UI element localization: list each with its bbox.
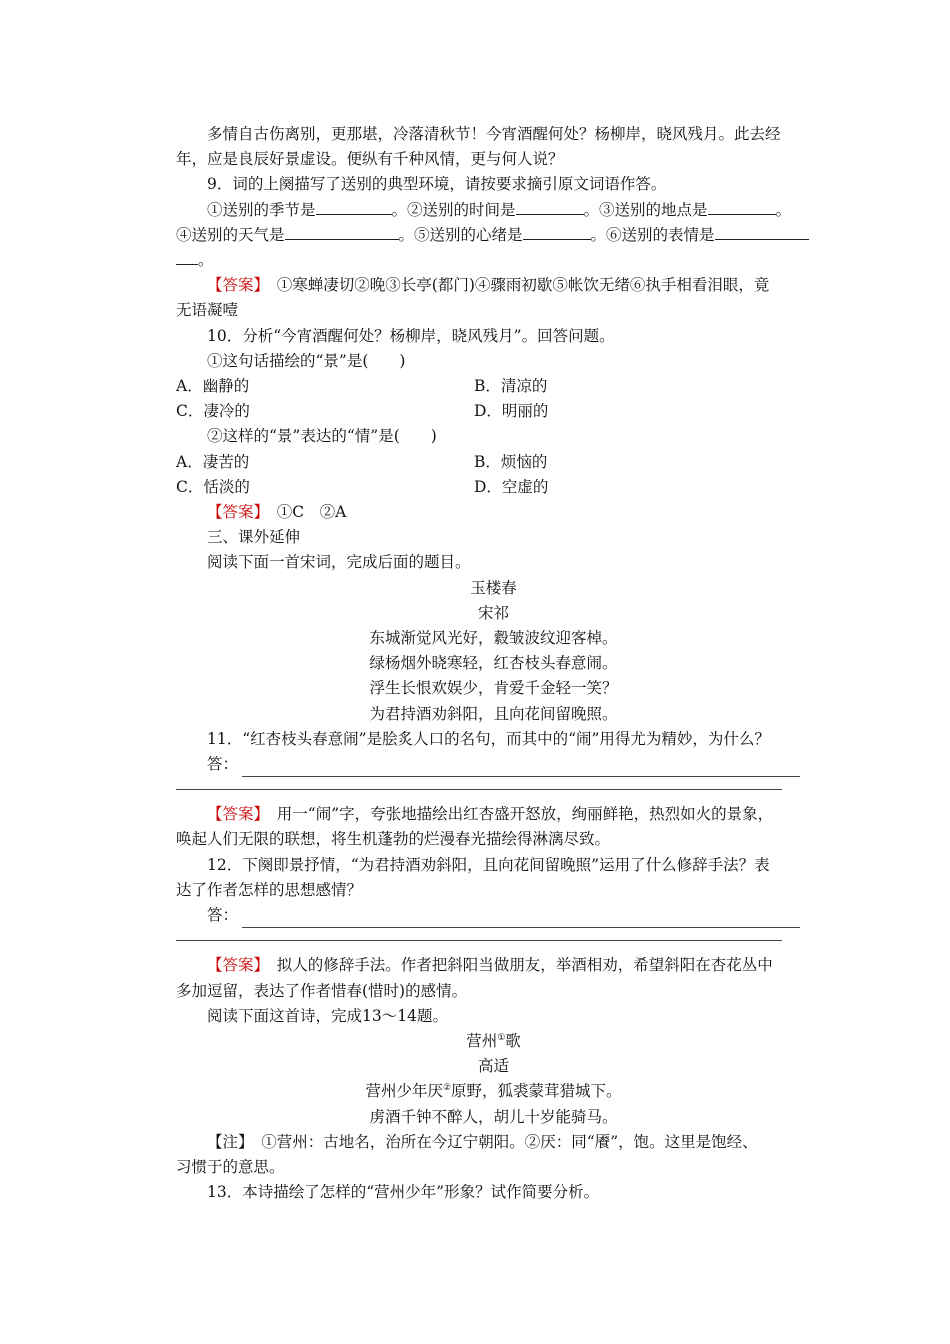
- q10-sub2-options: [176, 475, 811, 500]
- answer-tag: 【答案】: [207, 503, 262, 522]
- q12-question: 12．下阕即景抒情，“为君持酒劝斜阳，且向花间留晚照”运用了什么修辞手法？表: [207, 855, 770, 874]
- q10-sub1: ①这句话描绘的“景”是( ): [207, 351, 406, 370]
- note-tag: 【注】: [207, 1132, 246, 1151]
- q9-answer-cont: 无语凝噎: [176, 301, 239, 320]
- poem2-note-cont: 习惯于的意思。: [176, 1157, 285, 1176]
- q12-question-cont: 达了作者怎样的思想感情？: [176, 880, 363, 899]
- answer-blank[interactable]: [316, 199, 392, 215]
- poem2-note: 【注】 ①营州：古地名，治所在今辽宁朝阳。②厌：同“餍”，饱。这里是饱经、: [207, 1132, 758, 1151]
- q9-blanks-row2: ④送别的天气是 。⑤送别的心绪是 。⑥送别的表情是: [176, 223, 811, 248]
- q11-answer: 【答案】 用一“闹”字，夸张地描绘出红杏盛开怒放，绚丽鲜艳，热烈如火的景象，: [207, 805, 774, 824]
- answer-tag: 【答案】: [207, 805, 262, 824]
- poem-title: 玉楼春: [470, 578, 517, 597]
- option-a[interactable]: A．凄苦的: [176, 452, 250, 471]
- option-b[interactable]: B．清凉的: [474, 377, 548, 396]
- q10-answer: 【答案】 ①C ②A: [207, 503, 347, 522]
- poem2-line: 营州少年厌②原野，狐裘蒙茸猎城下。: [365, 1082, 622, 1101]
- q9-question: 9．词的上阕描写了送别的典型环境，请按要求摘引原文词语作答。: [207, 175, 667, 194]
- q10-sub1-options: [176, 399, 811, 424]
- poem-line: 为君持酒劝斜阳，且向花间留晚照。: [369, 704, 618, 723]
- answer-blank[interactable]: [285, 224, 399, 240]
- q11-answer-field[interactable]: 答：: [176, 752, 811, 777]
- answer-line[interactable]: [176, 777, 811, 802]
- q9-answer: 【答案】 ①寒蝉凄切②晚③长亭(都门)④骤雨初歇⑤帐饮无绪⑥执手相看泪眼，竟: [207, 276, 770, 295]
- poem2-line: 虏酒千钟不醉人，胡儿十岁能骑马。: [369, 1107, 618, 1126]
- q12-answer-field[interactable]: 答：: [176, 903, 811, 928]
- poem2-author: 高适: [477, 1057, 509, 1076]
- answer-blank[interactable]: [715, 224, 809, 240]
- option-b[interactable]: B．烦恼的: [474, 452, 548, 471]
- q10-question: 10．分析“今宵酒醒何处？杨柳岸，晓风残月”。回答问题。: [207, 326, 615, 345]
- poem2-title: 营州①歌: [466, 1031, 521, 1050]
- answer-tag: 【答案】: [207, 956, 262, 975]
- poem-author: 宋祁: [477, 603, 509, 622]
- poem1-line: 年，应是良辰好景虚设。便纵有千种风情，更与何人说？: [176, 150, 564, 169]
- q13-question: 13．本诗描绘了怎样的“营州少年”形象？试作简要分析。: [207, 1183, 600, 1202]
- q10-sub2: ②这样的“景”表达的“情”是( ): [207, 427, 437, 446]
- answer-blank[interactable]: [516, 199, 584, 215]
- answer-blank[interactable]: [708, 199, 776, 215]
- poem1-line: 多情自古伤离别，更那堪，冷落清秋节！今宵酒醒何处？杨柳岸，晓风残月。此去经: [207, 125, 781, 143]
- footnote-marker: ①: [497, 1032, 506, 1043]
- q11-answer-cont: 唤起人们无限的联想，将生机蓬勃的烂漫春光描绘得淋漓尽致。: [176, 830, 611, 849]
- section-intro: 阅读下面一首宋词，完成后面的题目。: [207, 553, 471, 572]
- poem2-intro: 阅读下面这首诗，完成13～14题。: [207, 1006, 448, 1025]
- answer-line[interactable]: [176, 928, 811, 953]
- option-a[interactable]: A．幽静的: [176, 377, 250, 396]
- document-page: [176, 122, 811, 1205]
- answer-blank[interactable]: [523, 224, 591, 240]
- q12-answer: 【答案】 拟人的修辞手法。作者把斜阳当做朋友，举酒相劝，希望斜阳在杏花丛中: [207, 956, 773, 975]
- option-c[interactable]: C．凄冷的: [176, 402, 250, 421]
- q10-sub1-options: [176, 374, 811, 399]
- option-c[interactable]: C．恬淡的: [176, 477, 250, 496]
- answer-blank[interactable]: [176, 249, 198, 265]
- footnote-marker: ②: [442, 1083, 452, 1094]
- poem-line: 绿杨烟外晓寒轻，红杏枝头春意闹。: [369, 654, 618, 673]
- option-d[interactable]: D．明丽的: [474, 402, 549, 421]
- q11-question: 11．“红杏枝头春意闹”是脍炙人口的名句，而其中的“闹”用得尤为精妙，为什么？: [207, 729, 770, 748]
- option-d[interactable]: D．空虚的: [474, 477, 549, 496]
- answer-tag: 【答案】: [207, 276, 262, 295]
- poem-line: 浮生长恨欢娱少，肯爱千金轻一笑？: [369, 679, 618, 698]
- q9-blanks-row3: 。: [176, 248, 811, 273]
- q12-answer-cont: 多加逗留，表达了作者惜春(惜时)的感情。: [176, 981, 468, 1000]
- q9-blanks-row1: ①送别的季节是 。②送别的时间是 。③送别的地点是 。: [207, 200, 792, 219]
- section-heading: 三、课外延伸: [207, 528, 301, 547]
- poem-line: 东城渐觉风光好，縠皱波纹迎客棹。: [369, 629, 618, 648]
- q10-sub2-options: [176, 450, 811, 475]
